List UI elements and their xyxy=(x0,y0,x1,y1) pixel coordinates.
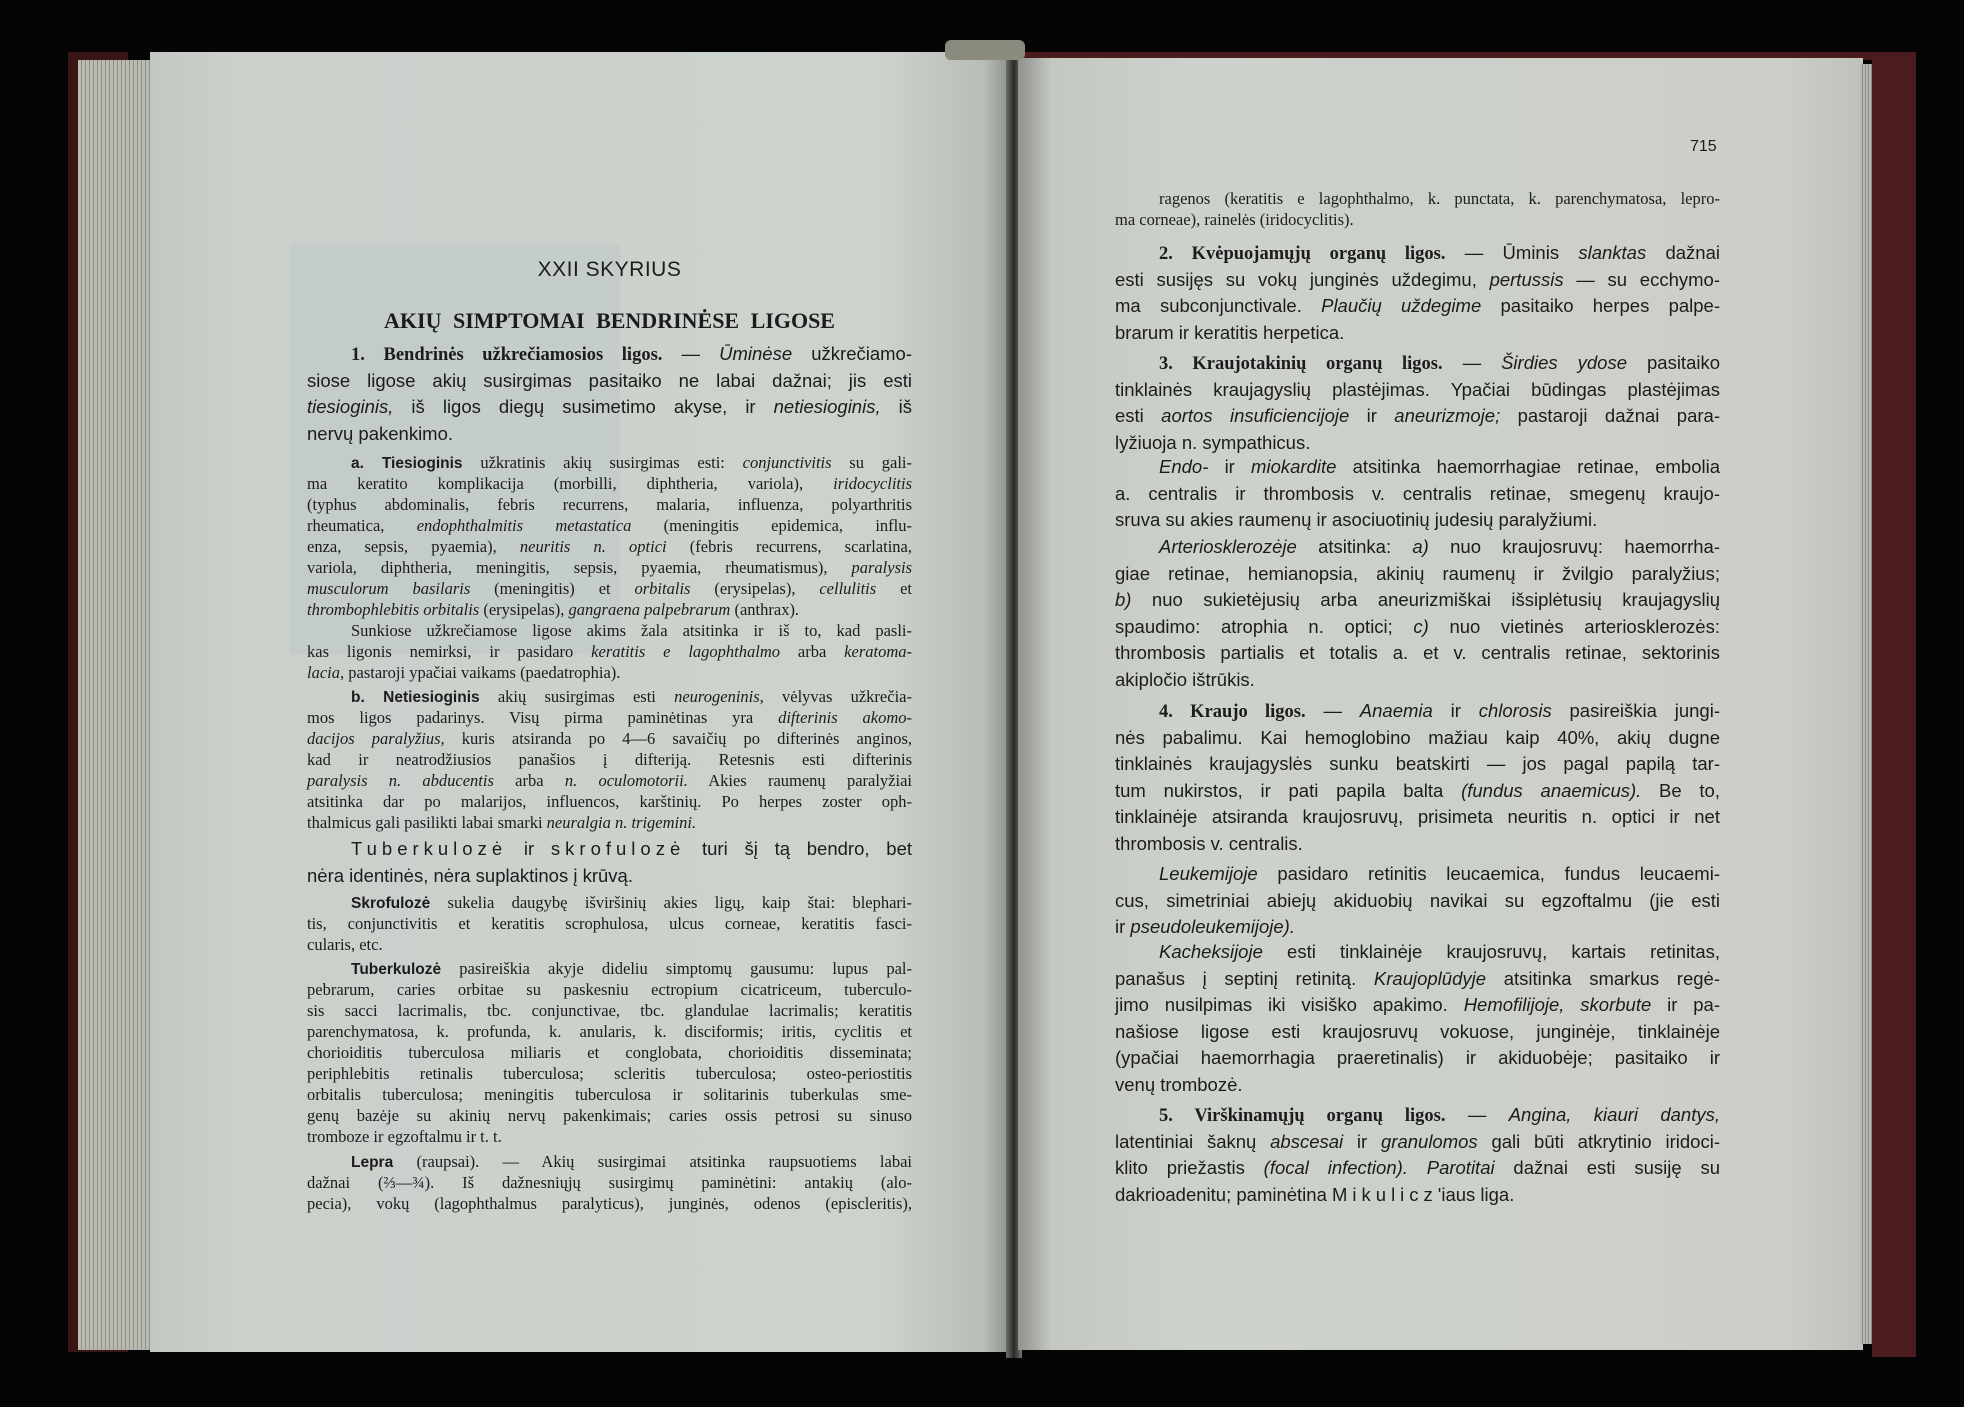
text-run: atsitinka: xyxy=(1296,536,1413,557)
text-line xyxy=(1115,1045,1720,1072)
italic-term: Kacheksijoje xyxy=(1159,941,1263,962)
text-line xyxy=(1115,804,1720,831)
text-line xyxy=(307,728,912,749)
text-line xyxy=(1115,1155,1720,1182)
text-line xyxy=(1115,209,1720,230)
text-line xyxy=(1115,240,1720,267)
text-line xyxy=(307,1193,912,1214)
text-line xyxy=(1115,454,1720,481)
text-line xyxy=(1115,1102,1720,1129)
bold-heading-run: 4. Kraujo ligos. xyxy=(1159,702,1306,722)
text-run: su gali- xyxy=(831,453,912,472)
text-run: venų trombozė. xyxy=(1115,1073,1243,1095)
italic-term: aneurizmoje; xyxy=(1394,405,1501,427)
text-run: pastaroji dažnai para- xyxy=(1500,405,1720,427)
italic-term: Parotitai xyxy=(1426,1157,1495,1179)
italic-term: neurogeninis, xyxy=(674,687,764,706)
text-run: thrombosis partialis et totalis a. et v. centralis retinae, sektorinis xyxy=(1115,642,1720,664)
text-line xyxy=(307,620,912,641)
text-run: a. centralis ir thrombosis v. centralis retinae, smegenų kraujo- xyxy=(1115,482,1720,504)
italic-term: gangraena palpebrarum xyxy=(568,600,731,619)
text-run: kuris atsiranda po 4—6 savaičių po difterinės anginos, xyxy=(444,729,912,748)
bold-heading-run: a. Tiesioginis xyxy=(351,455,463,472)
text-line xyxy=(307,557,912,578)
bold-heading-run: Lepra xyxy=(351,1154,394,1171)
text-run: cularis, etc. xyxy=(307,935,383,954)
text-line xyxy=(307,934,912,955)
italic-term: Hemofilijoje, skorbute xyxy=(1463,994,1652,1016)
italic-term: cellulitis xyxy=(819,579,877,598)
text-run: nervų pakenkimo. xyxy=(307,422,454,444)
text-run: Akies raumenų paralyžiai xyxy=(687,771,912,790)
italic-term: a) xyxy=(1412,536,1429,557)
italic-term: Širdies ydose xyxy=(1501,352,1627,373)
text-line xyxy=(1115,861,1720,888)
italic-term: musculorum basilaris xyxy=(307,579,471,598)
text-run: pasireiškia jungi- xyxy=(1551,700,1720,721)
text-line xyxy=(307,836,912,863)
italic-term: pertussis xyxy=(1489,268,1564,290)
text-run: ir xyxy=(1432,700,1479,721)
text-run: periphlebitis retinalis tuberculosa; scleritis tuberculosa; osteo-periostitis xyxy=(307,1064,912,1083)
text-line xyxy=(307,1172,912,1193)
text-line xyxy=(307,958,912,979)
text-run: cus, simetriniai abiejų akiduobių navikai su egzoftalmu (jie esti xyxy=(1115,889,1720,911)
text-run: parenchymatosa, k. profunda, k. anularis, k. disciformis; iritis, cyclitis et xyxy=(307,1022,912,1041)
text-line xyxy=(307,1000,912,1021)
text-line xyxy=(307,536,912,557)
text-line xyxy=(1115,939,1720,966)
italic-term: difterinis akomo- xyxy=(778,708,912,727)
italic-term: n. oculomotorii. xyxy=(564,771,688,790)
text-run: nėra identinės, nėra suplaktinos į krūvą. xyxy=(307,864,633,886)
text-line xyxy=(1115,778,1720,805)
text-run: (meningitis epidemica, influ- xyxy=(631,516,912,535)
text-line xyxy=(307,1105,912,1126)
italic-term: endophthalmitis metastatica xyxy=(416,516,632,535)
text-line xyxy=(307,578,912,599)
text-line xyxy=(307,1151,912,1172)
text-line xyxy=(1115,507,1720,534)
text-run: dažnai xyxy=(1646,242,1720,263)
italic-term: netiesioginis, xyxy=(773,396,881,418)
text-run: iš xyxy=(880,396,912,418)
text-run: siose ligose akių susirgimas pasitaiko ne labai dažnai; jis esti xyxy=(307,369,912,391)
text-run: ragenos (keratitis e lagophthalmo, k. punctata, k. parenchymatosa, lepro- xyxy=(1159,189,1720,208)
text-run: — xyxy=(662,343,720,364)
text-run: atsitinka dar po malarijos, influencos, karštinių. Po herpes zoster oph- xyxy=(307,792,912,811)
italic-term: Angina, kiauri dantys, xyxy=(1508,1104,1720,1125)
italic-term: (focal infection). xyxy=(1263,1157,1408,1179)
text-line xyxy=(1115,561,1720,588)
spaced-term: skrofulozė xyxy=(550,838,686,859)
text-run: orbitalis tuberculosa; meningitis tuberculosa ir solitarinis tuberkulas sme- xyxy=(307,1085,912,1104)
bold-heading-run: Tuberkulozė xyxy=(351,961,442,978)
text-run: spaudimo: atrophia n. optici; xyxy=(1115,615,1414,637)
text-run: — xyxy=(1445,1104,1509,1125)
text-run: nuo vietinės arteriosklerozės: xyxy=(1428,615,1720,637)
italic-term: keratoma- xyxy=(844,642,912,661)
text-line xyxy=(1115,698,1720,725)
left-paragraph xyxy=(307,958,912,1147)
text-line xyxy=(307,770,912,791)
italic-term: granulomos xyxy=(1381,1130,1478,1152)
text-line xyxy=(1115,188,1720,209)
left-paragraph xyxy=(307,620,912,683)
text-run: esti tinklainėje kraujosruvų, kartais retinitas, xyxy=(1262,941,1720,962)
text-run: lyžiuoja n. sympathicus. xyxy=(1115,431,1311,453)
text-run: (febris recurrens, scarlatina, xyxy=(666,537,913,556)
right-paragraph xyxy=(1115,698,1720,858)
text-run: (anthrax). xyxy=(730,600,800,619)
text-line xyxy=(1115,1019,1720,1046)
text-line xyxy=(1115,966,1720,993)
text-run: ma subconjunctivale. xyxy=(1115,295,1322,317)
text-run: pebrarum, caries orbitae su paskesniu ectropium cicatriceum, tuberculo- xyxy=(307,980,912,999)
text-line xyxy=(307,749,912,770)
italic-term: dacijos paralyžius, xyxy=(307,729,445,748)
text-line xyxy=(307,494,912,515)
italic-term: Kraujoplūdyje xyxy=(1373,967,1487,989)
text-run: užkratinis akių susirgimas esti: xyxy=(462,453,743,472)
text-run: tum nukirstos, ir pati papila balta xyxy=(1115,779,1462,801)
text-line xyxy=(1115,534,1720,561)
italic-term: abscesai xyxy=(1270,1130,1344,1152)
text-line xyxy=(1115,831,1720,858)
text-run: esti xyxy=(1115,405,1162,427)
text-run: ir xyxy=(1208,456,1252,477)
left-paragraph xyxy=(307,836,912,889)
italic-term: Arteriosklerozėje xyxy=(1159,536,1297,557)
text-run: tinklainėje atsiranda kraujosruvų, prisimeta neuritis n. optici ir net xyxy=(1115,806,1720,828)
text-line xyxy=(1115,377,1720,404)
italic-term: Leukemijoje xyxy=(1159,863,1258,884)
left-paragraph xyxy=(307,341,912,447)
italic-term: neuralgia n. trigemini. xyxy=(546,813,697,832)
italic-term: Ūminėse xyxy=(719,343,793,364)
italic-term: neuritis n. optici xyxy=(519,537,667,556)
bold-heading-run: 3. Kraujotakinių organų ligos. xyxy=(1159,354,1443,374)
text-run: turi šį tą bendro, bet xyxy=(685,838,912,859)
text-line xyxy=(307,686,912,707)
bookmark-ribbon xyxy=(945,40,1025,60)
text-line xyxy=(1115,481,1720,508)
text-run: kas ligonis nemirksi, ir pasidaro xyxy=(307,642,592,661)
text-run: latentiniai šaknų xyxy=(1115,1130,1271,1152)
left-paragraph xyxy=(307,452,912,620)
text-line xyxy=(307,913,912,934)
text-line xyxy=(1115,267,1720,294)
text-run: — su ecchymo- xyxy=(1563,268,1720,290)
italic-term: Plaučių uždegime xyxy=(1321,295,1482,317)
text-line xyxy=(307,515,912,536)
italic-term: conjunctivitis xyxy=(742,453,832,472)
text-run: nuo sukietėjusių arba aneurizmiškai išsiplėtusių kraujagyslių xyxy=(1131,589,1720,611)
text-line xyxy=(307,641,912,662)
text-run: dakrioadenitu; paminėtina xyxy=(1115,1183,1333,1205)
text-line xyxy=(307,892,912,913)
text-run: vėlyvas užkrečia- xyxy=(763,687,912,706)
text-line xyxy=(1115,430,1720,457)
text-run: gali būti atkrytinio iridoci- xyxy=(1477,1130,1720,1152)
text-run: ir xyxy=(1115,916,1131,938)
italic-term: b) xyxy=(1115,589,1132,611)
spaced-term: Tuberkulozė xyxy=(351,838,508,859)
text-run: iš ligos diegų susimetimo akyse, ir xyxy=(393,396,774,418)
text-line xyxy=(307,707,912,728)
text-line xyxy=(1115,320,1720,347)
text-line xyxy=(1115,725,1720,752)
text-run: ir xyxy=(1349,405,1395,427)
text-line xyxy=(1115,403,1720,430)
italic-term: orbitalis xyxy=(634,579,691,598)
text-run: užkrečiamo- xyxy=(792,343,912,364)
text-run: Sunkiose užkrečiamose ligose akims žala atsitinka ir iš to, kad pasli- xyxy=(351,621,912,640)
text-run: nuo kraujosruvų: haemorrha- xyxy=(1428,536,1720,557)
text-run: arba xyxy=(780,642,845,661)
italic-term: tiesioginis, xyxy=(307,396,394,418)
text-line xyxy=(1115,1129,1720,1156)
text-run: akipločio ištrūkis. xyxy=(1115,668,1255,690)
text-line xyxy=(307,1063,912,1084)
text-line xyxy=(307,863,912,890)
text-run: ma keratito komplikacija (morbilli, diphtheria, variola), xyxy=(307,474,834,493)
bold-heading-run: 2. Kvėpuojamųjų organų ligos. xyxy=(1159,244,1446,264)
text-line xyxy=(1115,350,1720,377)
text-run: pasitaiko herpes palpe- xyxy=(1481,295,1720,317)
chapter-title: AKIŲ SIMPTOMAI BENDRINĖSE LIGOSE xyxy=(384,308,835,333)
text-run: tinklainės kraujagyslių plastėjimas. Ypačiai būdingas plastėjimas xyxy=(1115,378,1720,400)
text-line xyxy=(307,421,912,448)
text-line xyxy=(307,812,912,833)
spaced-term: Mikulicz xyxy=(1332,1183,1438,1205)
text-run: atsitinka smarkus regė- xyxy=(1486,967,1720,989)
text-line xyxy=(1115,587,1720,614)
right-paragraph xyxy=(1115,939,1720,1099)
book-cover-right xyxy=(1872,52,1916,1357)
text-run: ir pa- xyxy=(1651,994,1720,1016)
text-run: pastaroji ypačiai vaikams (paedatrophia). xyxy=(344,663,621,682)
text-run: (typhus abdominalis, febris recurrens, malaria, influenza, polyarthritis xyxy=(307,495,912,514)
text-run: našiose ligose esti kraujosruvų vokuose, junginėje, tinklainėje xyxy=(1115,1020,1720,1042)
text-run: jimo nusilpimas iki visiško apakimo. xyxy=(1115,994,1464,1016)
text-run: Be to, xyxy=(1641,779,1720,801)
text-run: pasidaro retinitis leucaemica, fundus leucaemi- xyxy=(1257,863,1720,884)
right-paragraph xyxy=(1115,240,1720,346)
text-run: kad ir neatrodžiusios panašios į difteriją. Retesnis esti difterinis xyxy=(307,750,912,769)
italic-term: paralysis xyxy=(851,558,912,577)
bold-heading-run: Skrofulozė xyxy=(351,895,431,912)
text-run: et xyxy=(876,579,912,598)
text-run: pecia), vokų (lagophthalmus paralyticus), junginės, odenos (episcleritis), xyxy=(307,1194,912,1213)
italic-term: paralysis n. abducentis xyxy=(307,771,494,790)
text-run: — Ūminis xyxy=(1445,242,1579,263)
text-run: (raupsai). — Akių susirgimai atsitinka raupsuotiems labai xyxy=(393,1152,912,1171)
text-line xyxy=(307,1126,912,1147)
text-run xyxy=(1408,1157,1427,1178)
chapter-heading: XXII SKYRIUS xyxy=(537,258,682,281)
text-line xyxy=(1115,640,1720,667)
text-line xyxy=(307,1084,912,1105)
right-paragraph xyxy=(1115,188,1720,230)
text-run: — xyxy=(1442,352,1502,373)
text-run: arba xyxy=(493,771,565,790)
left-paragraph xyxy=(307,892,912,955)
italic-term: c) xyxy=(1413,615,1429,637)
italic-term: Endo- xyxy=(1159,456,1209,477)
text-run: thalmicus gali pasilikti labai smarki xyxy=(307,813,547,832)
right-paragraph xyxy=(1115,534,1720,694)
text-line xyxy=(1115,667,1720,694)
left-paragraph xyxy=(307,1151,912,1214)
italic-term: Anaemia xyxy=(1359,700,1433,721)
text-line xyxy=(1115,1072,1720,1099)
text-run: tis, conjunctivitis et keratitis scrophulosa, ulcus corneae, keratitis fasci- xyxy=(307,914,912,933)
text-run: ir xyxy=(1343,1130,1381,1152)
text-run: sis sacci lacrimalis, tbc. conjunctivae, tbc. glandulae lacrimalis; keratitis xyxy=(307,1001,912,1020)
text-line xyxy=(307,1021,912,1042)
text-run: — xyxy=(1305,700,1360,721)
text-line xyxy=(307,341,912,368)
text-run: enza, sepsis, pyaemia), xyxy=(307,537,520,556)
text-run: ir xyxy=(507,838,551,859)
italic-term: slanktas xyxy=(1578,242,1647,263)
text-run: rheumatica, xyxy=(307,516,417,535)
text-line xyxy=(307,662,912,683)
italic-term: thrombophlebitis orbitalis xyxy=(307,600,480,619)
text-run: mos ligos padarinys. Visų pirma paminėtinas yra xyxy=(307,708,779,727)
italic-term: miokardite xyxy=(1251,456,1337,477)
text-run: giae retinae, hemianopsia, akinių raumenų ir žvilgio paralyžius; xyxy=(1115,562,1720,584)
right-paragraph xyxy=(1115,454,1720,534)
bold-heading-run: b. Netiesioginis xyxy=(351,689,480,706)
text-run: nės pabalimu. Kai hemoglobino mažiau kaip 40%, akių dugne xyxy=(1115,726,1720,748)
italic-term: iridocyclitis xyxy=(833,474,912,493)
text-run: tinklainės kraujagyslės sunku beatskirti — jos pagal papilą tar- xyxy=(1115,753,1720,775)
text-line xyxy=(307,452,912,473)
text-run: (ypačiai haemorrhagia praeretinalis) ir akiduobėje; pasitaiko ir xyxy=(1115,1047,1720,1069)
text-line xyxy=(307,1042,912,1063)
text-run: akių susirgimas esti xyxy=(479,687,675,706)
text-line xyxy=(1115,888,1720,915)
right-paragraph xyxy=(1115,1102,1720,1208)
text-line xyxy=(1115,914,1720,941)
text-line xyxy=(307,599,912,620)
text-run: brarum ir keratitis herpetica. xyxy=(1115,321,1345,343)
text-line xyxy=(307,473,912,494)
text-line xyxy=(307,791,912,812)
text-run: (erysipelas), xyxy=(690,579,820,598)
text-line xyxy=(307,979,912,1000)
text-run: sukelia daugybę išviršinių akies ligų, kaip štai: blephari- xyxy=(430,893,912,912)
text-run: thrombosis v. centralis. xyxy=(1115,832,1303,854)
text-run: dažnai (⅔—¾). Iš dažnesniųjų susirgimų paminėtini: antakių (alo- xyxy=(307,1173,912,1192)
text-run: variola, diphtheria, meningitis, sepsis, pyaemia, rheumatismus), xyxy=(307,558,852,577)
text-run: atsitinka haemorrhagiae retinae, embolia xyxy=(1336,456,1720,477)
bold-heading-run: 1. Bendrinės užkrečiamosios ligos. xyxy=(351,345,663,365)
italic-term: aortos insuficiencijoje xyxy=(1161,405,1350,427)
text-run: (erysipelas), xyxy=(479,600,569,619)
page-number: 715 xyxy=(1690,138,1717,155)
italic-term: chlorosis xyxy=(1478,700,1552,721)
text-run: dažnai esti susiję su xyxy=(1494,1157,1720,1179)
text-run: klito priežastis xyxy=(1115,1157,1264,1179)
italic-term: pseudoleukemijoje). xyxy=(1130,916,1295,938)
text-line xyxy=(1115,751,1720,778)
text-line xyxy=(307,368,912,395)
text-run: tromboze ir egzoftalmu ir t. t. xyxy=(307,1127,502,1146)
text-run: pasitaiko xyxy=(1627,352,1721,373)
text-run: panašus į septinį retinitą. xyxy=(1115,967,1374,989)
text-run: chorioiditis tuberculosa miliaris et conglobata, chorioiditis disseminata; xyxy=(307,1043,912,1062)
left-paragraph xyxy=(307,686,912,833)
text-line xyxy=(1115,293,1720,320)
italic-term: lacia, xyxy=(307,663,345,682)
text-run: genų bazėje su akinių nervų pakenkimais; caries ossis petrosi su sinuso xyxy=(307,1106,912,1125)
text-run: sruva su akies raumenų ir asociuotinių judesių paralyžiumi. xyxy=(1115,509,1598,531)
text-line xyxy=(1115,992,1720,1019)
right-paragraph xyxy=(1115,350,1720,456)
text-line xyxy=(1115,1182,1720,1209)
italic-term: (fundus anaemicus). xyxy=(1461,779,1642,801)
text-run: (meningitis) et xyxy=(470,579,635,598)
text-line xyxy=(307,394,912,421)
text-run: 'iaus liga. xyxy=(1437,1183,1515,1205)
text-run: esti susijęs su vokų junginės uždegimu, xyxy=(1115,268,1490,290)
text-run: ma corneae), rainelės (iridocyclitis). xyxy=(1115,210,1354,229)
italic-term: keratitis e lagophthalmo xyxy=(591,642,781,661)
text-run: pasireiškia akyje dideliu simptomų gausumu: lupus pal- xyxy=(441,959,912,978)
right-paragraph xyxy=(1115,861,1720,941)
bold-heading-run: 5. Virškinamųjų organų ligos. xyxy=(1159,1106,1446,1126)
text-line xyxy=(1115,614,1720,641)
